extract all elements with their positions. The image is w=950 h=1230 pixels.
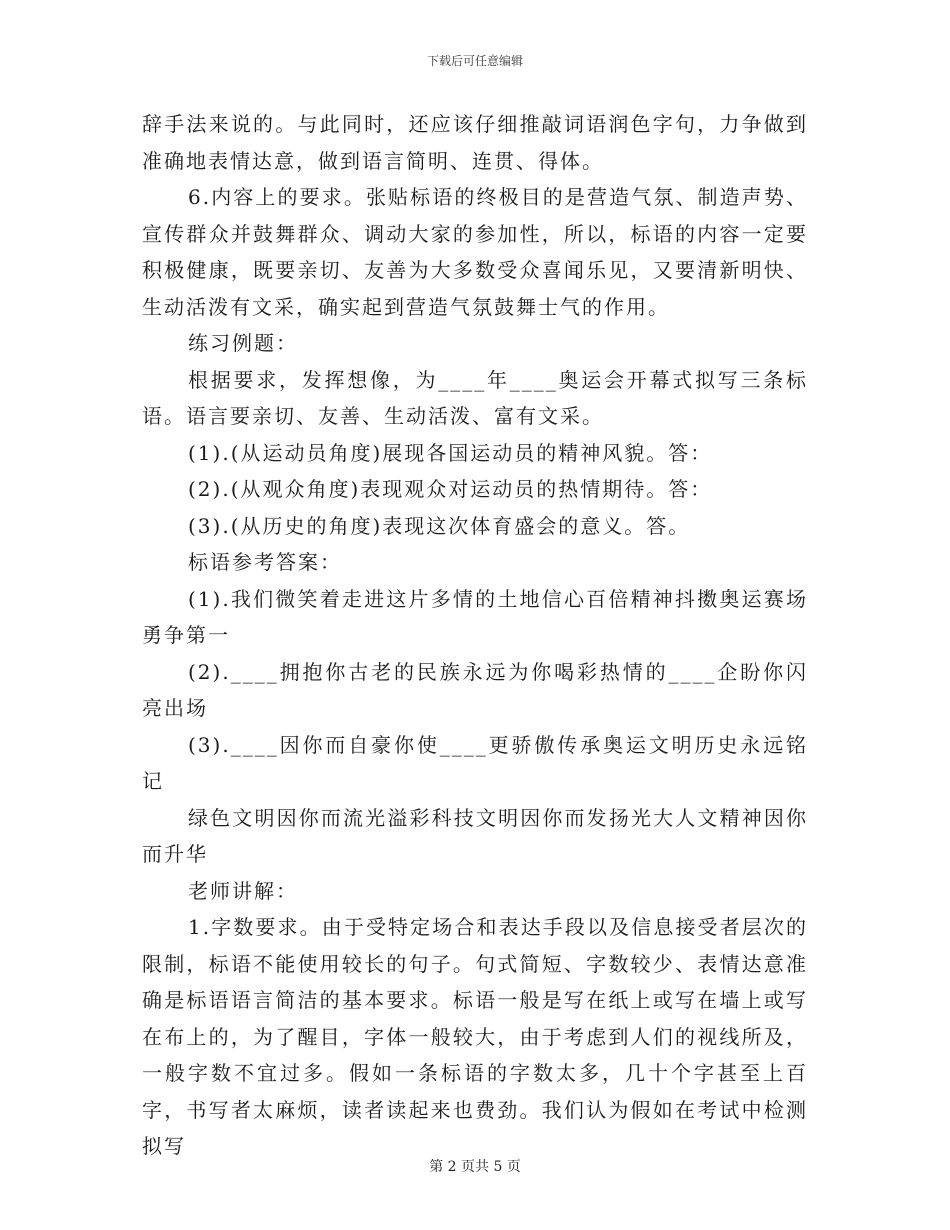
document-body [142, 106, 808, 1165]
paragraph: (1).我们微笑着走进这片多情的土地信心百倍精神抖擞奥运赛场勇争第一 [142, 586, 808, 647]
paragraph: 1.字数要求。由于受特定场合和表达手段以及信息接受者层次的限制，标语不能使用较长的句子。句式简短、字数较少、表情达意准确是标语语言简洁的基本要求。标语一般是写在纸上或写在墙上或写在布上的，为了醒目，字体一般较大，由于考虑到人们的视线所及，一般字数不宜过多。假如一条标语的字数太多，几十个字甚至上百字，书写者太麻烦，读者读起来也费劲。我们认为假如在考试中检测拟写 [142, 915, 808, 1158]
page-footer: 第 2 页共 5 页 [429, 1159, 521, 1175]
paragraph: (3).(从历史的角度)表现这次体育盛会的意义。答。 [188, 513, 691, 538]
page-header: 下载后可任意编辑 [426, 54, 523, 68]
paragraph: (2).____拥抱你古老的民族永远为你喝彩热情的____企盼你闪亮出场 [142, 659, 808, 720]
paragraph: 标语参考答案： [188, 550, 342, 574]
paragraph: 辞手法来说的。与此同时，还应该仔细推敲词语润色字句，力争做到准确地表情达意，做到语言简明、连贯、得体。 [142, 112, 808, 173]
paragraph: 练习例题： [188, 331, 298, 355]
paragraph: 6.内容上的要求。张贴标语的终极目的是营造气氛、制造声势、宣传群众并鼓舞群众、调动大家的参加性，所以，标语的内容一定要积极健康，既要亲切、友善为大多数受众喜闻乐见，又要清新明快、生动活泼有文采，确实起到营造气氛鼓舞士气的作用。 [142, 185, 808, 319]
paragraph: 老师讲解： [188, 878, 298, 903]
paragraph: (3).____因你而自豪你使____更骄傲传承奥运文明历史永远铭记 [142, 732, 808, 793]
paragraph: 绿色文明因你而流光溢彩科技文明因你而发扬光大人文精神因你而升华 [142, 805, 808, 866]
paragraph: (1).(从运动员角度)展现各国运动员的精神风貌。答： [188, 440, 713, 465]
paragraph: (2).(从观众角度)表现观众对运动员的热情期待。答： [188, 477, 713, 501]
paragraph: 根据要求，发挥想像，为____年____奥运会开幕式拟写三条标语。语言要亲切、友善、生动活泼、富有文采。 [142, 367, 808, 428]
